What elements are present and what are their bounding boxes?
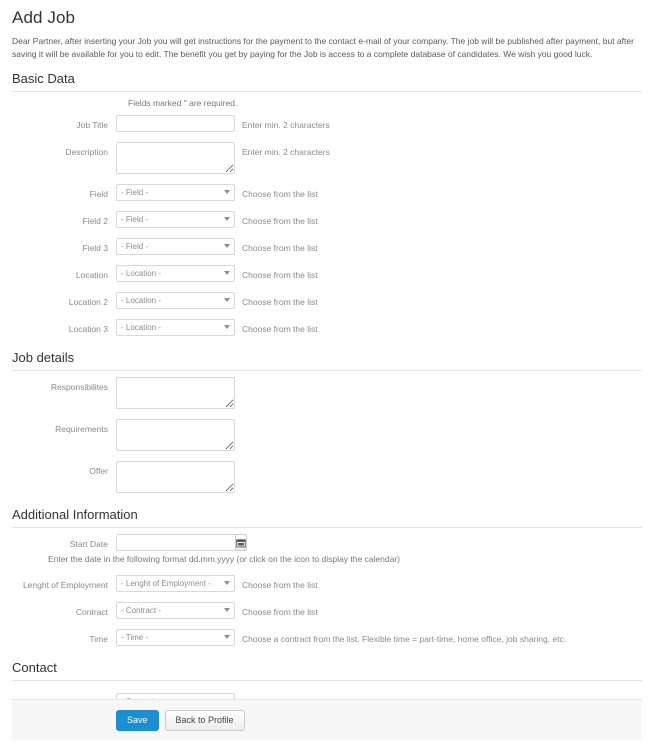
length-of-employment-select-wrap	[116, 575, 235, 592]
control-location-2	[116, 292, 235, 309]
label-contract: Contract	[75, 607, 108, 617]
field-2-select[interactable]	[116, 211, 235, 228]
description-textarea[interactable]	[116, 142, 235, 174]
control-field-2	[116, 211, 235, 228]
section-heading-additional-information: Additional Information	[12, 507, 642, 528]
start-date-input[interactable]	[116, 534, 235, 551]
row-time	[12, 629, 642, 646]
control-responsibilities	[116, 377, 235, 409]
help-requirements	[235, 419, 242, 424]
field-3-select-wrap	[116, 238, 235, 255]
row-field	[12, 184, 642, 201]
time-select[interactable]	[116, 629, 235, 646]
save-button[interactable]: Save	[116, 710, 159, 731]
section-heading-basic-data: Basic Data	[12, 71, 642, 92]
row-location-2	[12, 292, 642, 309]
help-responsibilities	[235, 377, 242, 382]
job-details-form	[12, 371, 642, 493]
label-location-3: Location 3	[68, 324, 108, 334]
label-field-3: Field 3	[82, 243, 108, 253]
location-2-select[interactable]	[116, 292, 235, 309]
label-description: Description	[65, 147, 108, 157]
location-3-select[interactable]	[116, 319, 235, 336]
help-location: Choose from the list	[242, 270, 318, 280]
control-contract	[116, 602, 235, 619]
offer-textarea[interactable]	[116, 461, 235, 493]
label-offer: Offer	[89, 466, 108, 476]
calendar-icon	[236, 538, 246, 548]
help-location-3: Choose from the list	[242, 324, 318, 334]
label-location-2: Location 2	[68, 297, 108, 307]
intro-paragraph: Dear Partner, after inserting your Job you will get instructions for the payment to the contact e-mail of your company. The job will be published after payment, but after saving it will be available for you to edit. The benefit you get by paying for the Job is access to a complete database of candidates. We wish you good luck.	[12, 36, 634, 59]
control-time	[116, 629, 235, 646]
row-start-date	[12, 534, 642, 551]
help-field-3: Choose from the list	[242, 243, 318, 253]
label-time: Time	[89, 634, 108, 644]
label-job-title: Job Title	[76, 120, 108, 130]
row-length-of-employment	[12, 575, 642, 592]
field-select-wrap	[116, 184, 235, 201]
location-3-select-wrap	[116, 319, 235, 336]
control-job-title	[116, 115, 235, 132]
location-select-wrap	[116, 265, 235, 282]
page-title: Add Job	[12, 8, 76, 27]
help-field: Choose from the list	[242, 189, 318, 199]
label-start-date: Start Date	[69, 539, 108, 549]
row-field-3	[12, 238, 642, 255]
job-title-input[interactable]	[116, 115, 235, 132]
label-field-2: Field 2	[82, 216, 108, 226]
control-location-3	[116, 319, 235, 336]
row-location-3	[12, 319, 642, 336]
row-description	[12, 142, 642, 174]
field-2-select-wrap	[116, 211, 235, 228]
help-start-date	[235, 534, 242, 539]
control-offer	[116, 461, 235, 493]
row-field-2	[12, 211, 642, 228]
help-time: Choose a contract from the list. Flexible time = part-time, home office, job sharing, etc.	[242, 634, 567, 644]
basic-data-form	[12, 92, 642, 336]
control-start-date	[116, 534, 235, 551]
field-3-select[interactable]	[116, 238, 235, 255]
additional-information-form	[12, 528, 642, 646]
requirements-textarea[interactable]	[116, 419, 235, 451]
label-requirements: Requirements	[55, 424, 108, 434]
control-length-of-employment	[116, 575, 235, 592]
row-contract	[12, 602, 642, 619]
label-field: Field	[89, 189, 108, 199]
label-responsibilities: Responsibilites	[50, 382, 108, 392]
row-requirements	[12, 419, 642, 451]
help-field-2: Choose from the list	[242, 216, 318, 226]
control-field	[116, 184, 235, 201]
help-location-2: Choose from the list	[242, 297, 318, 307]
control-location	[116, 265, 235, 282]
section-heading-contact: Contact	[12, 660, 642, 681]
label-length-of-employment: Lenght of Employment	[22, 580, 108, 590]
control-field-3	[116, 238, 235, 255]
label-location: Location	[75, 270, 108, 280]
help-job-title: Enter min. 2 characters	[242, 120, 330, 130]
section-heading-job-details: Job details	[12, 350, 642, 371]
help-offer	[235, 461, 242, 466]
start-date-format-note: Enter the date in the following format dd.mm.yyyy (or click on the icon to display the calendar)	[48, 554, 400, 564]
back-to-profile-button[interactable]: Back to Profile	[165, 710, 245, 731]
help-contract: Choose from the list	[242, 607, 318, 617]
row-location	[12, 265, 642, 282]
form-actions-bar	[12, 699, 642, 740]
control-description	[116, 142, 235, 174]
contract-select[interactable]	[116, 602, 235, 619]
row-job-title	[12, 115, 642, 132]
row-responsibilities	[12, 377, 642, 409]
add-job-page	[0, 8, 654, 752]
responsibilities-textarea[interactable]	[116, 377, 235, 409]
required-fields-note: Fields marked " are required.	[128, 98, 238, 108]
help-length-of-employment: Choose from the list	[242, 580, 318, 590]
time-select-wrap	[116, 629, 235, 646]
row-offer	[12, 461, 642, 493]
location-select[interactable]	[116, 265, 235, 282]
field-select[interactable]	[116, 184, 235, 201]
control-requirements	[116, 419, 235, 451]
contract-select-wrap	[116, 602, 235, 619]
help-description: Enter min. 2 characters	[242, 147, 330, 157]
location-2-select-wrap	[116, 292, 235, 309]
required-note-row	[12, 98, 642, 108]
length-of-employment-select[interactable]	[116, 575, 235, 592]
start-date-input-group	[116, 534, 235, 551]
